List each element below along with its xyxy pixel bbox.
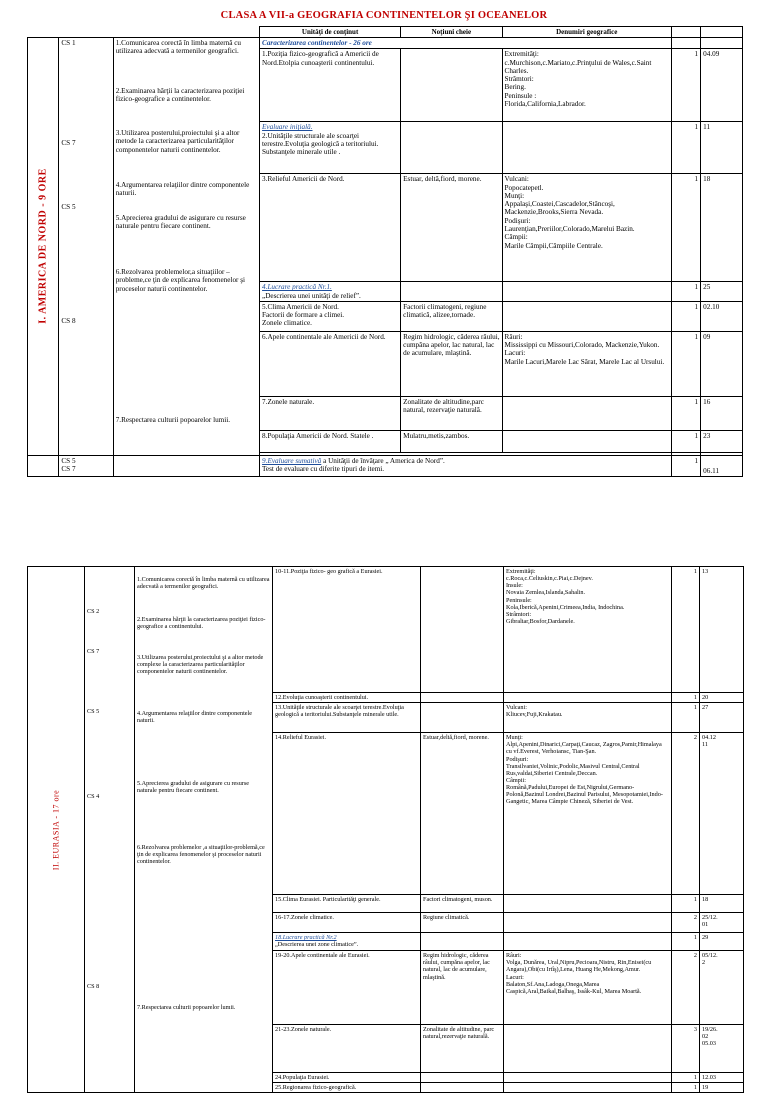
evaluation-label: Evaluare iniţială. [262,123,313,132]
lesson-plan-table-north-america [27,26,743,477]
date-cell: 13 [700,567,744,693]
date-cell: 18 [700,895,744,913]
competence: 1.Comunicarea corectă în limba maternă cu utilizarea adecvată a termenilor geografici. [115,39,242,56]
unit-cell: 18.Lucrare practică Nr.2 „Descrierea unei zone climatice”. [273,933,421,951]
unit-cell: 16-17.Zonele climatice. [273,913,421,933]
section-label: II. EURASIA - 17 ore [28,567,85,1093]
date-cell: 19 [700,1083,744,1093]
date-cell: 09 [701,331,743,396]
section-label: I. AMERICA DE NORD - 9 ORE [28,38,59,456]
unit-cell: 7.Zonele naturale. [260,396,401,430]
test-description: Test de evaluare cu diferite tipuri de itemi. [262,465,385,474]
hours-cell: 1 [672,1083,700,1093]
unit-cell: 21-23.Zonele naturale. [273,1025,421,1073]
competence: 1.Comunicarea corectă în limba maternă cu utilizarea adecvată a termenilor geografici. [137,576,270,591]
header-units: Unităţi de conţinut [260,27,401,38]
unit-cell: 5.Clima Americii de Nord. Factorii de formare a climei. Zonele climatice. [260,301,401,331]
notions-cell: Factori climatogeni, muson. [421,895,504,913]
hours-cell: 3 [672,1025,700,1073]
unit-cell: 8.Populaţia Americii de Nord. Statele . [260,430,401,452]
unit-cell: 12.Evoluţia cunoaşterii continentului. [273,693,421,703]
names-cell: Extremităţi: c.Roca,c.Celiuskin,c.Piai,c.Dejnev. Insule: Novaia Zemlea,Islanda,Sahalin. Peninsule: Kola,Iberică,Apenini,Crimeea,India, Indochina. Strâmtori: Gibraltar,Bosfor,Dardanele. [504,567,672,693]
cs-label: CS 5 [87,708,100,715]
notions-cell [401,282,502,302]
names-cell: Râuri: Mississippi cu Missouri,Colorado, Mackenzie,Yukon. Lacuri: Marile Lacuri,Marele Lac Sărat, Marele Lac al Ursului. [502,331,671,396]
final-evaluation-cell: 9.Evaluare sumativă a Unităţii de învăţare „ America de Nord”. Test de evaluare cu diferite tipuri de itemi. [260,455,672,476]
notions-cell: Regim hidrologic, căderea râului, cumpăna apelor, lac natural, lac de acumulare, mlaştină. [421,951,504,1025]
notions-cell [421,933,504,951]
names-cell [504,913,672,933]
hours-cell: 1 [671,331,700,396]
hours-cell: 1 [671,282,700,302]
date-cell: 27 [700,703,744,733]
hours-cell: 2 [672,951,700,1025]
competence: 5.Aprecierea gradului de asigurare cu resurse naturale pentru fiecare continent. [115,214,246,231]
cs-label: CS 7 [61,139,76,148]
competence: 7.Respectarea culturii popoarelor lumii. [137,1004,236,1011]
notions-cell: Estuar,deltă,fiord, morene. [421,733,504,895]
names-cell [502,396,671,430]
competences-column [135,567,273,1093]
hours-cell: 1 [671,122,700,174]
competence: 3.Utilizarea posterului,proiectului şi a altor metode complexe la caracterizarea particularităţilor componentelor naturii continentelor. [137,654,264,676]
cs-label: CS 5 [61,203,76,212]
unit-cell: 10-11.Poziţia fizico- geo grafică a Eurasiei. [273,567,421,693]
names-cell [502,301,671,331]
page-title: CLASA A VII-a GEOGRAFIA CONTINENTELOR ŞI OCEANELOR [220,10,548,21]
cs-column [85,567,135,1093]
notions-cell [401,49,502,122]
lesson-plan-table-eurasia [27,566,744,1093]
notions-cell: Factorii climatogeni, regiune climatică, alizee,tornade. [401,301,502,331]
notions-cell: Zonalitate de altitudine,parc natural, rezervaţie naturală. [401,396,502,430]
names-cell [504,1025,672,1073]
names-cell: Munţi: Alpi,Apenini,Dinarici,Carpaţi,Caucaz, Zagros,Pamir,Himalaya cu vf.Everest, Verhoiansc, Tian-Şan. Podişuri: Transilvaniei,Volinic,Podolic,Masivul Central,Central Rus,valdai,Siberiei Centrale,Deccan. Câmpii: Română,Padului,Europei de Est,Nigrului,Germano-Polonă,Bazinul Londrei,Bazinul Parisului, Mesopotamiei,Indo-Gangetic, Marea Câmpie Chineză, Siberiei de Vest. [504,733,672,895]
cs-label: CS 8 [87,983,100,990]
hours-cell: 2 [672,913,700,933]
unit-cell: 25.Regionarea fizico-geografică. [273,1083,421,1093]
names-cell [504,693,672,703]
unit-cell: 6.Apele continentale ale Americii de Nord. [260,331,401,396]
names-cell [502,122,671,174]
header-notions: Noţiuni cheie [401,27,502,38]
date-cell: 20 [700,693,744,703]
notions-cell [421,693,504,703]
subheader: Caracterizarea continentelor - 26 ore [260,38,672,49]
cs-label: CS 1 [61,39,76,48]
hours-cell: 1 [672,1073,700,1083]
unit-cell: 1.Poziţia fizico-geografică a Americii de Nord.Etolpia cunoaşterii continentului. [260,49,401,122]
names-cell [502,282,671,302]
date-cell: 23 [701,430,743,452]
date-cell: 04.09 [701,49,743,122]
unit-cell: 15.Clima Eurasiei. Particularităţi generale. [273,895,421,913]
competence: 6.Rezolvarea problemelor,a situaţiilor –probleme,ce ţin de explicarea fenomenelor şi proceselor naturii continentelor. [115,268,246,293]
date-cell: 11 [701,122,743,174]
hours-cell: 1 [671,430,700,452]
date-cell: 25 [701,282,743,302]
hours-cell: 1 [672,933,700,951]
date-cell: 02.10 [701,301,743,331]
names-cell [504,895,672,913]
notions-cell [421,1073,504,1083]
names-cell [504,1073,672,1083]
summative-evaluation-label: 9.Evaluare sumativă [262,456,322,465]
cs-label: CS 8 [61,317,76,326]
cs-label: CS 7 [87,648,100,655]
cs-label: CS 2 [87,608,100,615]
hours-cell: 1 [672,693,700,703]
notions-cell: Zonalitate de altitudine, parc natural,rezervaţie naturală. [421,1025,504,1073]
final-cs-cell: CS 5 CS 7 [59,455,113,476]
cs-column [59,38,113,456]
date-cell: 25/12. 01 [700,913,744,933]
cs-label: CS 4 [87,793,100,800]
competence: 5.Aprecierea gradului de asigurare cu resurse naturale pentru fiecare continent. [137,780,250,795]
names-cell: Vulcani: Kliucev,Fuji,Krakatau. [504,703,672,733]
names-cell [504,933,672,951]
date-cell: 04.12 11 [700,733,744,895]
names-cell [504,1083,672,1093]
unit-cell: 19-20.Apele continentale ale Eurasiei. [273,951,421,1025]
date-cell: 29 [700,933,744,951]
date-cell: 12.03 [700,1073,744,1083]
names-cell: Râuri: Volga, Dunărea, Ural,Nipru,Pecioara,Nistru, Rin,Enisei(cu Angara),Obi(cu Irtîş),Lena, Huang He,Mekong,Amur. Lacuri: Balaton,Sf.Ana,Ladoga,Onega,Marea Caspică,Aral,Baikal,Balhaş, Issâk-Kul, Marea Moartă. [504,951,672,1025]
hours-cell: 1 [671,174,700,282]
hours-cell: 1 [672,895,700,913]
notions-cell [421,567,504,693]
hours-cell: 1 [671,49,700,122]
practical-work-label: 4.Lucrare practică Nr.1. [262,283,332,292]
date-cell: 16 [701,396,743,430]
notions-cell: Regiune climatică. [421,913,504,933]
date-cell: 05/12. 2 [700,951,744,1025]
names-cell: Vulcani: Popocatepetl. Munţi: Appalaşi,Coastei,Cascadelor,Stâncoşi, Mackenzie,Brooks,Sierra Nevada. Podişuri: Laurenţian,Preriilor,Colorado,Marelui Bazin. Câmpii: Marile Câmpii,Câmpiile Centrale. [502,174,671,282]
notions-cell: Regim hidrologic, căderea râului, cumpăna apelor, lac natural, lac de acumulare, mlaştină. [401,331,502,396]
hours-cell: 1 [671,301,700,331]
notions-cell: Estuar, deltă,fiord, morene. [401,174,502,282]
competences-column [113,38,259,456]
unit-cell: 24.Populaţia Eurasiei. [273,1073,421,1083]
hours-cell: 1 [671,455,700,476]
competence: 4.Argumentarea relaţiilor dintre componentele naturii. [137,710,252,725]
competence: 4.Argumentarea relaţiilor dintre componentele naturii. [115,181,250,198]
notions-cell [421,703,504,733]
header-names: Denumiri geografice [502,27,671,38]
hours-cell: 2 [672,733,700,895]
practical-work-label: 18.Lucrare practică Nr.2 [275,934,337,942]
competence: 2.Examinarea hărţii la caracterizarea poziţiei fizico-geografice a continentelor. [115,87,245,104]
unit-cell: 13.Unităţile structurale ale scoarţei terestre.Evoluţia geologică a teritoriului.Substanţele minerale utile. [273,703,421,733]
unit-cell: 14.Relieful Eurasiei. [273,733,421,895]
names-cell [502,430,671,452]
competence: 3.Utilizarea posterului,proiectului şi a altor metode la caracterizarea particularităţilor componentelor naturii continentelor. [115,129,240,154]
hours-cell: 1 [672,703,700,733]
unit-cell: Evaluare iniţială. 2.Unităţile structurale ale scoarţei terestre.Evoluţia geologică a teritoriului. Substanţele minerale utile . [260,122,401,174]
competence: 6.Rezolvarea problemelor ,a situaţiilor-problemă,ce ţin de explicarea fenomenelor şi proceselor naturii continentelor. [137,844,265,866]
date-cell: 19/26. 02 05.03 [700,1025,744,1073]
unit-cell: 3.Relieful Americii de Nord. [260,174,401,282]
date-cell: 06.11 [701,455,743,476]
hours-cell: 1 [671,396,700,430]
competence: 7.Respectarea culturii popoarelor lumii. [115,416,231,425]
notions-cell: Mulatru,metis,zambos. [401,430,502,452]
notions-cell [421,1083,504,1093]
notions-cell [401,122,502,174]
unit-cell: 4.Lucrare practică Nr.1. „Descrierea unei unităţi de relief”. [260,282,401,302]
hours-cell: 1 [672,567,700,693]
names-cell: Extremităţi: c.Murchison,c.Mariato,c.Prinţului de Wales,c.Saint Charles. Strâmtori: Bering. Peninsule : Florida,California,Labrador. [502,49,671,122]
competence: 2.Examinarea hărţii la caracterizarea poziţiei fizico-geografice a continentului. [137,616,266,631]
date-cell: 18 [701,174,743,282]
